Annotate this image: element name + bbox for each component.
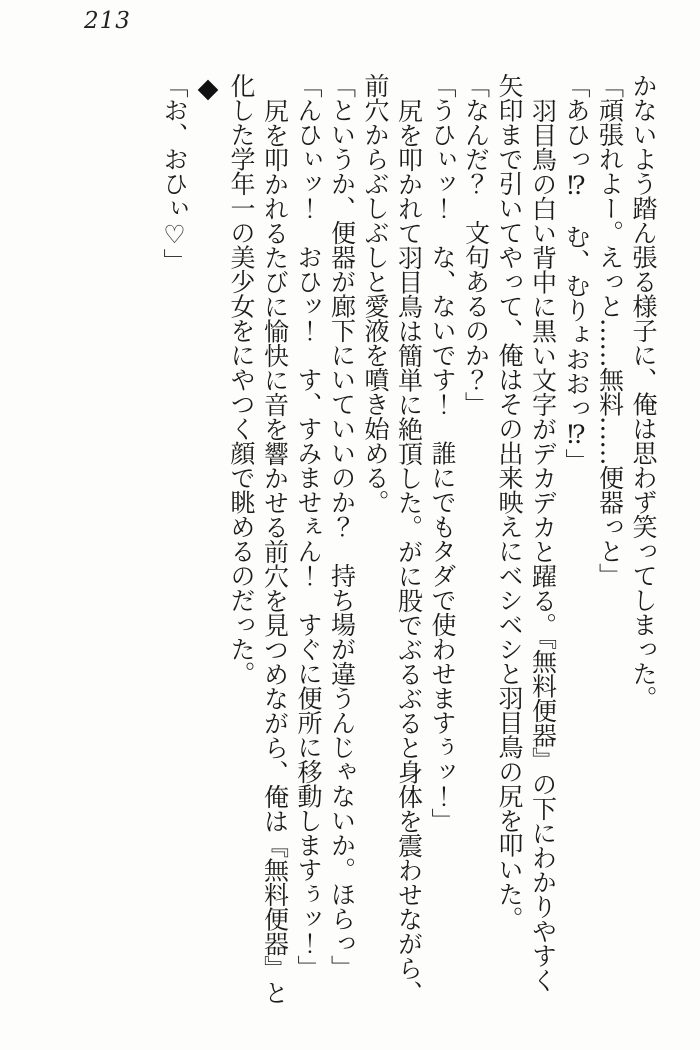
narrative-line: 尻を叩かれるたびに愉快に音を響かせる前穴を見つめながら、俺は『無料便器』と化した学年一の美少女をにやつく顔で眺めるのだった。 [227,73,290,1004]
dialogue-line: 「というか、便器が廊下にいていいのか？ 持ち場が違うんじゃないか。ほらっ」 [327,73,357,980]
dialogue-line: 「んひぃッ！ おひッ！ す、すみませぇん！ すぐに便所に移動しますぅッ！」 [294,73,323,980]
dialogue-line: 「なんだ？ 文句あるのか？」 [461,73,491,416]
section-separator-diamond-icon: ◆ [192,73,224,104]
narrative-line: 尻を叩かれて羽目鳥は簡単に絶頂した。がに股でぶるぶると身体を震わせながら、前穴からぶしぶしと愛液を噴き始める。 [361,73,424,1004]
dialogue-line: 「あひっ⁉ む、むりょおおっ⁉」 [562,73,591,473]
page-number: 213 [84,8,131,34]
dialogue-line: 「頑張れよー。えっと……無料……便器っと」 [595,73,625,588]
dialogue-line: 「うひぃッ！ な、ないです！ 誰にでもタダで使わせますぅッ！」 [428,73,457,833]
narrative-line: かないよう踏ん張る様子に、俺は思わず笑ってしまった。 [629,73,658,710]
narrative-line: 羽目鳥の白い背中に黒い文字がデカデカと躍る。『無料便器』の下にわかりやすく矢印まで引いてやって、俺はその出来映えにベシベシと羽目鳥の尻を叩いた。 [495,73,558,992]
dialogue-line: 「お、おひぃ♡」 [160,73,189,273]
vertical-text-block [158,73,661,1005]
